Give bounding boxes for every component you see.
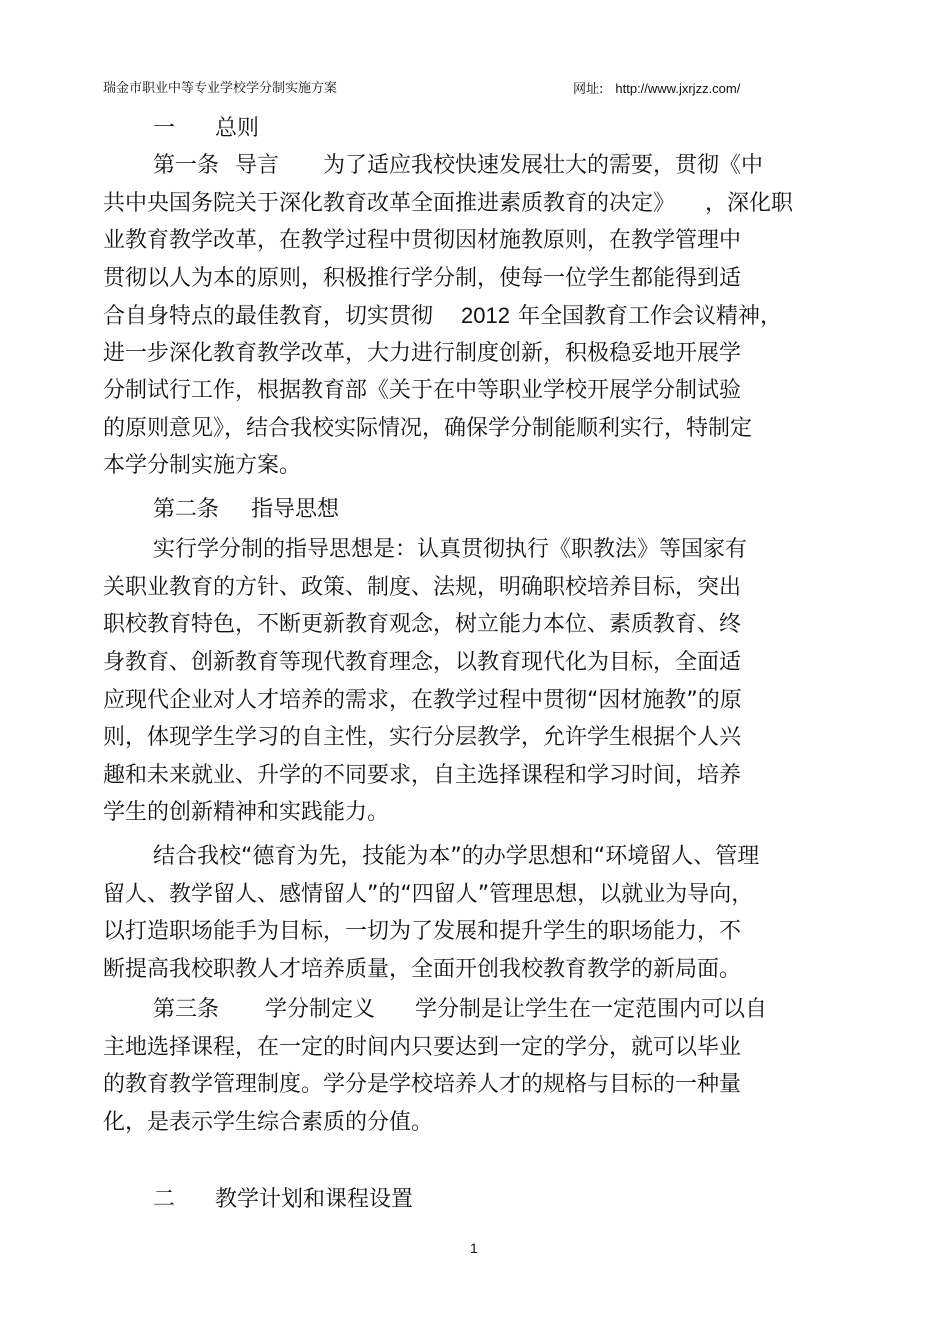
paragraph-line: 的原则意见》，结合我校实际情况，确保学分制能顺利实行，特制定 — [103, 416, 753, 441]
paragraph-line: 实行学分制的指导思想是：认真贯彻执行《职教法》等国家有 — [153, 537, 748, 562]
article-1-line-1 — [153, 151, 763, 181]
article-1-line-2 — [103, 189, 793, 219]
paragraph-line: 本学分制实施方案。 — [103, 453, 302, 478]
section-number: 二 — [153, 1187, 176, 1212]
article-label: 第一条 — [153, 153, 220, 178]
article-1-line-6 — [103, 301, 782, 332]
paragraph-line: 学生的创新精神和实践能力。 — [103, 800, 390, 825]
paragraph-line: 结合我校“德育为先，技能为本”的办学思想和“环境留人、管理 — [153, 844, 760, 869]
section-title: 总则 — [215, 116, 260, 141]
paragraph-line: 主地选择课程，在一定的时间内只要达到一定的学分，就可以毕业 — [103, 1035, 742, 1060]
paragraph-text: 合自身特点的最佳教育，切实贯彻 — [103, 304, 434, 329]
paragraph-line: 贯彻以人为本的原则，积极推行学分制，使每一位学生都能得到适 — [103, 266, 742, 291]
page-header-title: 瑞金市职业中等专业学校学分制实施方案 — [103, 81, 338, 96]
article-3-line-1 — [153, 995, 767, 1025]
section-heading-1 — [153, 114, 259, 144]
paragraph-text: ，深化职 — [705, 191, 794, 216]
page-header-url — [573, 80, 740, 99]
paragraph-line: 趣和未来就业、升学的不同要求，自主选择课程和学习时间，培养 — [103, 763, 742, 788]
page-number: 1 — [470, 1240, 478, 1256]
paragraph-line: 则，体现学生学习的自主性，实行分层教学，允许学生根据个人兴 — [103, 725, 742, 750]
paragraph-text: 为了适应我校快速发展壮大的需要，贯彻《中 — [323, 153, 764, 178]
paragraph-line: 断提高我校职教人才培养质量，全面开创我校教育教学的新局面。 — [103, 957, 742, 982]
url-link[interactable]: http://www.jxrjzz.com/ — [615, 81, 741, 96]
paragraph-line: 关职业教育的方针、政策、制度、法规，明确职校培养目标，突出 — [103, 575, 742, 600]
paragraph-text: 学分制是让学生在一定范围内可以自 — [415, 997, 768, 1022]
section-heading-2 — [153, 1185, 413, 1215]
year-number: 2012 — [461, 303, 510, 328]
section-number: 一 — [153, 116, 176, 141]
paragraph-line: 化，是表示学生综合素质的分值。 — [103, 1110, 434, 1135]
paragraph-line: 分制试行工作，根据教育部《关于在中等职业学校开展学分制试验 — [103, 378, 742, 403]
paragraph-text: 年全国教育工作会议精神， — [517, 304, 782, 329]
paragraph-line: 的教育教学管理制度。学分是学校培养人才的规格与目标的一种量 — [103, 1072, 742, 1097]
paragraph-line: 业教育教学改革，在教学过程中贯彻因材施教原则，在教学管理中 — [103, 228, 742, 253]
article-heading: 指导思想 — [251, 497, 340, 522]
paragraph-text: 共中央国务院关于深化教育改革全面推进素质教育的决定》 — [103, 191, 676, 216]
paragraph-line: 进一步深化教育教学改革，大力进行制度创新，积极稳妥地开展学 — [103, 341, 742, 366]
paragraph-line: 身教育、创新教育等现代教育理念，以教育现代化为目标，全面适 — [103, 650, 742, 675]
url-label: 网址: — [573, 82, 604, 97]
paragraph-line: 留人、教学留人、感情留人”的“四留人”管理思想，以就业为导向， — [103, 882, 754, 907]
paragraph-line: 以打造职场能手为目标，一切为了发展和提升学生的职场能力，不 — [103, 919, 742, 944]
section-title: 教学计划和课程设置 — [215, 1187, 414, 1212]
article-2-heading — [153, 495, 339, 525]
article-label: 第二条 — [153, 497, 220, 522]
paragraph-line: 职校教育特色，不断更新教育观念，树立能力本位、素质教育、终 — [103, 612, 742, 637]
article-heading: 学分制定义 — [265, 997, 376, 1022]
article-heading: 导言 — [235, 153, 280, 178]
article-label: 第三条 — [153, 997, 220, 1022]
paragraph-line: 应现代企业对人才培养的需求，在教学过程中贯彻“因材施教”的原 — [103, 688, 742, 713]
